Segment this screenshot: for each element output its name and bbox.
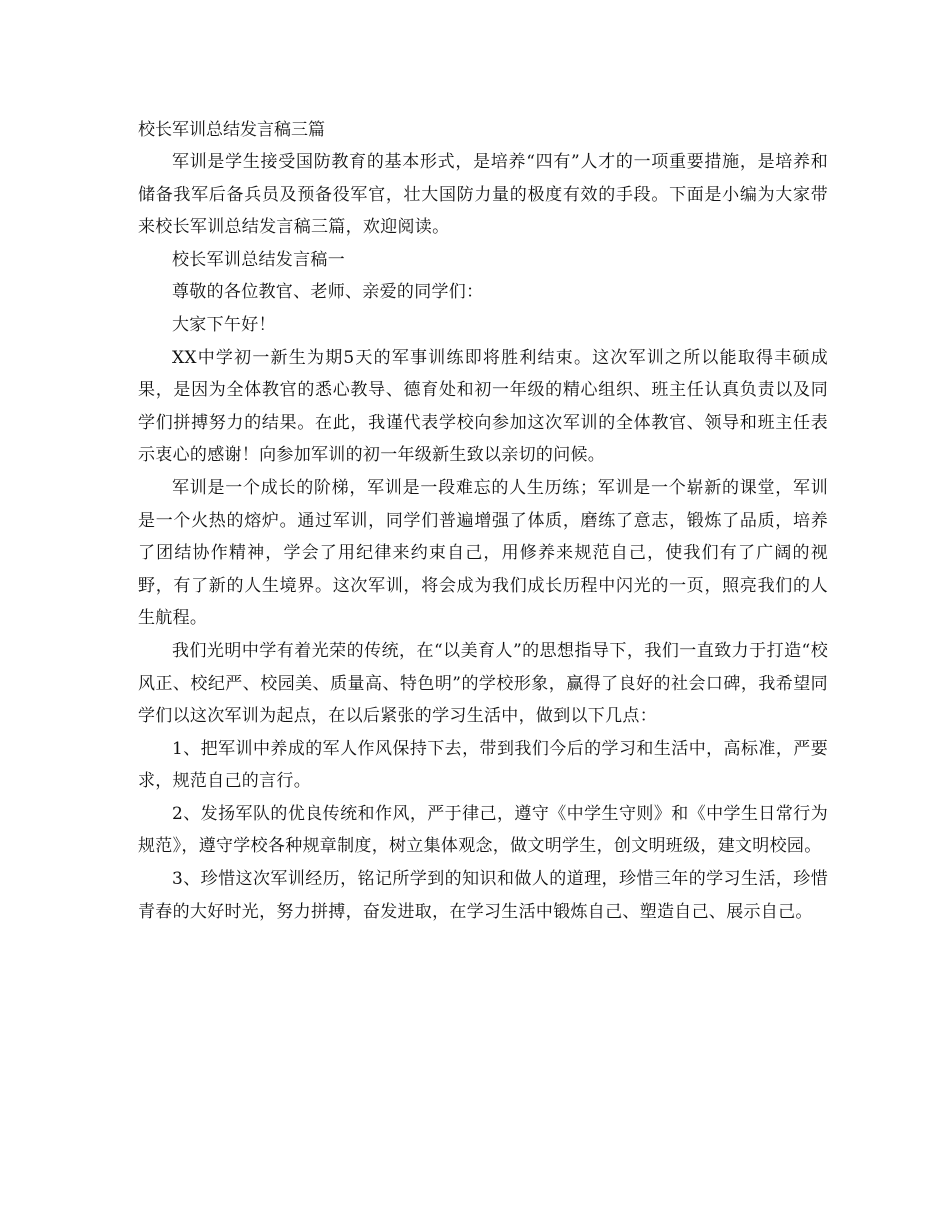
list-item: 3、珍惜这次军训经历，铭记所学到的知识和做人的道理，珍惜三年的学习生活，珍惜青春的大好时光，努力拼搏，奋发进取，在学习生活中锻炼自己、塑造自己、展示自己。 bbox=[138, 869, 828, 922]
list-item: 2、发扬军队的优良传统和作风，严于律己，遵守《中学生守则》和《中学生日常行为规范》，遵守学校各种规章制度，树立集体观念，做文明学生，创文明班级，建文明校园。 bbox=[138, 803, 828, 857]
list-item: 1、把军训中养成的军人作风保持下去，带到我们今后的学习和生活中，高标准，严要求，规范自己的言行。 bbox=[138, 738, 828, 792]
body-paragraph: 我们光明中学有着光荣的传统，在“以美育人”的思想指导下，我们一直致力于打造“校风正、校纪严、校园美、质量高、特色明”的学校形象，赢得了良好的社会口碑，我希望同学们以这次军训为起点，在以后紧张的学习生活中，做到以下几点： bbox=[138, 640, 828, 727]
greeting: 大家下午好！ bbox=[172, 314, 276, 335]
body-paragraph: XX中学初一新生为期5天的军事训练即将胜利结束。这次军训之所以能取得丰硕成果，是因为全体教官的悉心教导、德育处和初一年级的精心组织、班主任认真负责以及同学们拼搏努力的结果。在此，我谨代表学校向参加这次军训的全体教官、领导和班主任表示衷心的感谢！向参加军训的初一年级新生致以亲切的问候。 bbox=[138, 347, 828, 466]
document-page bbox=[138, 114, 828, 928]
intro-paragraph: 军训是学生接受国防教育的基本形式，是培养“四有”人才的一项重要措施，是培养和储备我军后备兵员及预备役军官，壮大国防力量的极度有效的手段。下面是小编为大家带来校长军训总结发言稿三篇，欢迎阅读。 bbox=[138, 152, 828, 238]
salutation: 尊敬的各位教官、老师、亲爱的同学们： bbox=[172, 282, 484, 303]
body-paragraph: 军训是一个成长的阶梯，军训是一段难忘的人生历练；军训是一个崭新的课堂，军训是一个火热的熔炉。通过军训，同学们普遍增强了体质，磨练了意志，锻炼了品质，培养了团结协作精神，学会了用纪律来约束自己，用修养来规范自己，使我们有了广阔的视野，有了新的人生境界。这次军训，将会成为我们成长历程中闪光的一页，照亮我们的人生航程。 bbox=[138, 477, 828, 629]
speech-heading: 校长军训总结发言稿一 bbox=[172, 249, 345, 270]
document-title: 校长军训总结发言稿三篇 bbox=[138, 120, 325, 140]
